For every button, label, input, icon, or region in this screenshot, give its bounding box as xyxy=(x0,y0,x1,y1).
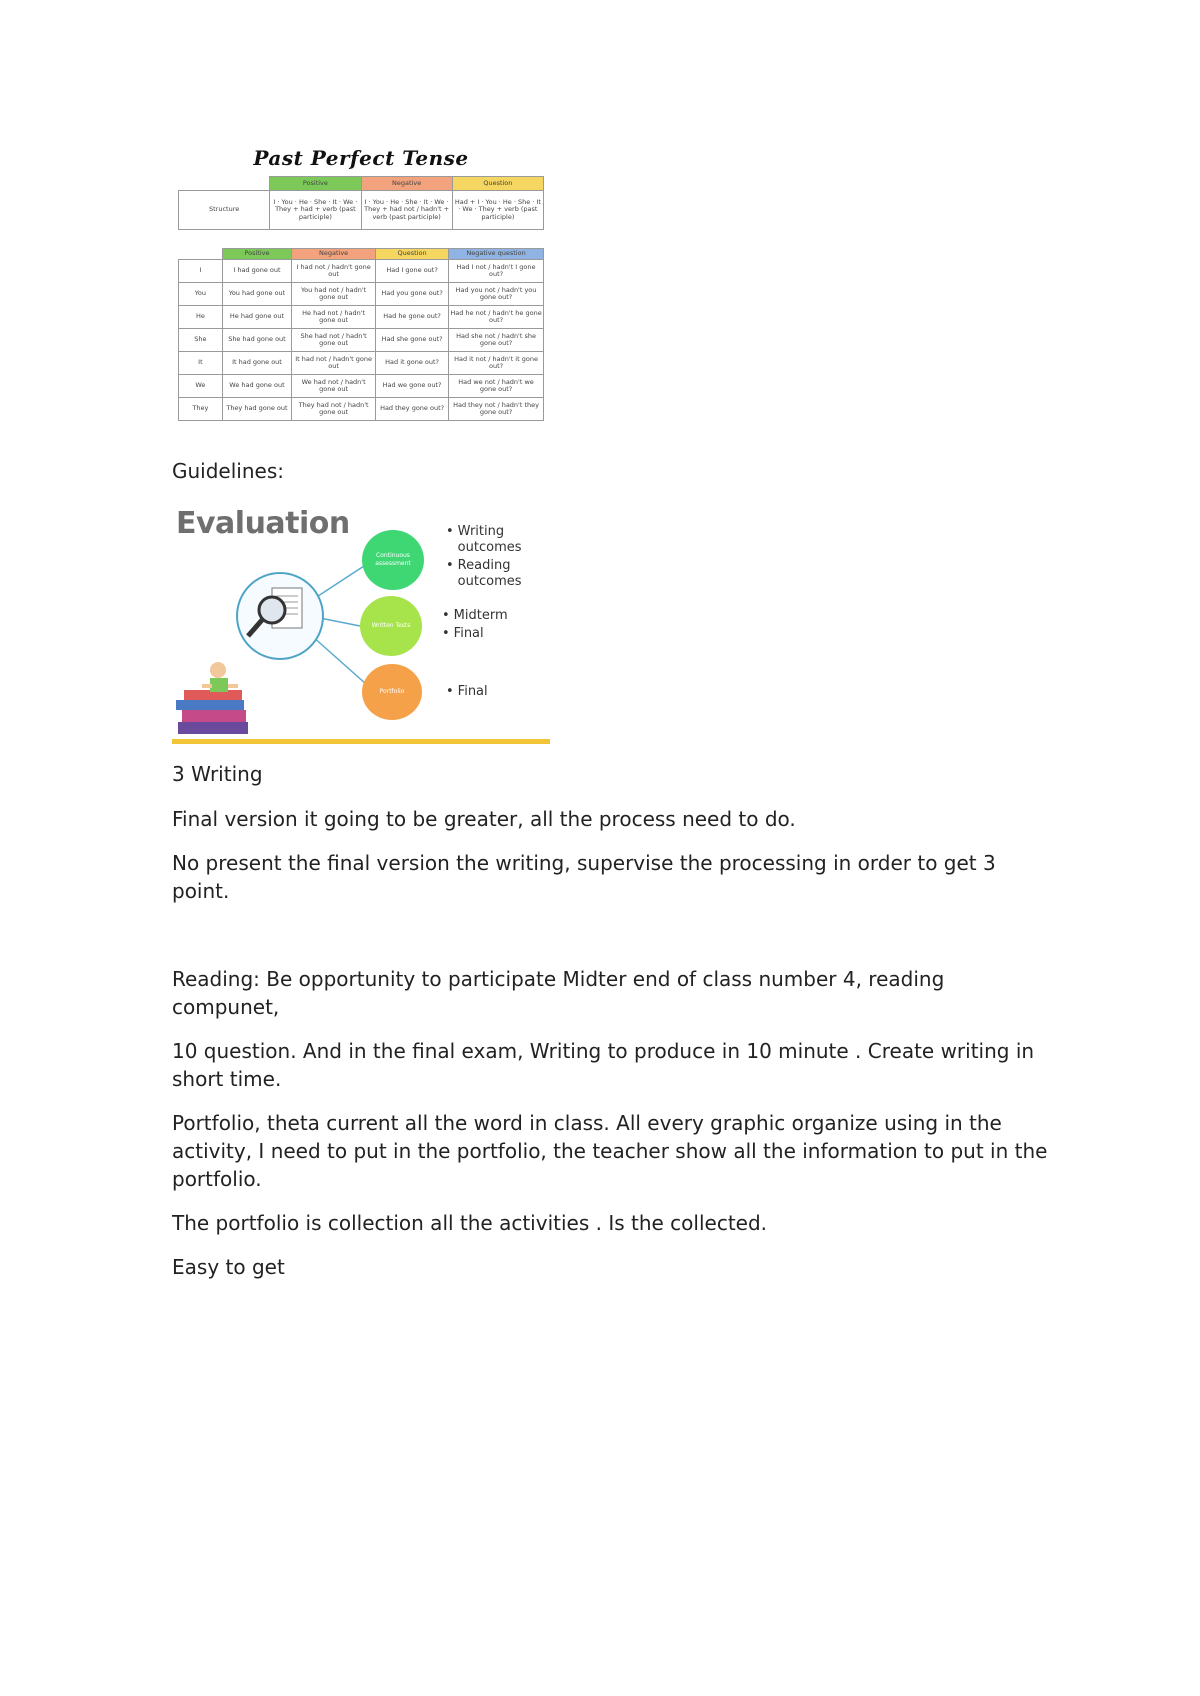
pronoun-cell: You xyxy=(179,283,223,306)
table-row xyxy=(179,329,544,352)
continuous-assessment-circle: Continuous assessment xyxy=(362,530,424,590)
header-question: Question xyxy=(452,177,543,191)
structure-label: Structure xyxy=(179,191,270,230)
written-tests-circle: Written Tests xyxy=(360,596,422,656)
negative-question-cell: Had you not / hadn't you gone out? xyxy=(449,283,544,306)
question-cell: Had they gone out? xyxy=(376,398,449,421)
conjugation-table xyxy=(178,248,544,421)
table-row xyxy=(179,283,544,306)
table-row xyxy=(179,352,544,375)
bullet-item: • Final xyxy=(442,626,484,641)
bullet-item: • Final xyxy=(446,684,488,699)
header-negative: Negative xyxy=(292,249,376,260)
question-cell: Had I gone out? xyxy=(376,260,449,283)
figure-title: Past Perfect Tense xyxy=(253,146,469,170)
structure-question: Had + I · You · He · She · It · We · They + verb (past participle) xyxy=(452,191,543,230)
paragraph: 10 question. And in the final exam, Writing to produce in 10 minute . Create writing in short time. xyxy=(172,1039,1035,1091)
negative-question-cell: Had I not / hadn't I gone out? xyxy=(449,260,544,283)
header-question: Question xyxy=(376,249,449,260)
negative-cell: You had not / hadn't gone out xyxy=(292,283,376,306)
portfolio-circle: Portfolio xyxy=(362,664,422,720)
negative-cell: She had not / hadn't gone out xyxy=(292,329,376,352)
table-row xyxy=(179,398,544,421)
paragraph: The portfolio is collection all the activities . Is the collected. xyxy=(172,1211,768,1235)
negative-cell: They had not / hadn't gone out xyxy=(292,398,376,421)
pronoun-cell: I xyxy=(179,260,223,283)
accent-bar xyxy=(172,739,550,744)
negative-cell: We had not / hadn't gone out xyxy=(292,375,376,398)
pronoun-cell: He xyxy=(179,306,223,329)
pronoun-cell: It xyxy=(179,352,223,375)
positive-cell: She had gone out xyxy=(222,329,291,352)
connector-line xyxy=(320,618,360,626)
structure-positive: I · You · He · She · It · We · They + had + verb (past participle) xyxy=(270,191,361,230)
guidelines-label: Guidelines: xyxy=(172,459,284,483)
negative-question-cell: Had it not / hadn't it gone out? xyxy=(449,352,544,375)
question-cell: Had he gone out? xyxy=(376,306,449,329)
pronoun-cell: She xyxy=(179,329,223,352)
evaluation-figure xyxy=(172,500,550,744)
negative-question-cell: Had she not / hadn't she gone out? xyxy=(449,329,544,352)
negative-cell: It had not / hadn't gone out xyxy=(292,352,376,375)
positive-cell: He had gone out xyxy=(222,306,291,329)
bullet-item: • Reading outcomes xyxy=(446,558,522,589)
structure-negative: I · You · He · She · It · We · They + had not / hadn't + verb (past participle) xyxy=(361,191,452,230)
question-cell: Had we gone out? xyxy=(376,375,449,398)
bullet-item: • Midterm xyxy=(442,608,508,623)
negative-cell: I had not / hadn't gone out xyxy=(292,260,376,283)
table-row xyxy=(179,375,544,398)
positive-cell: You had gone out xyxy=(222,283,291,306)
pronoun-cell: They xyxy=(179,398,223,421)
bullet-item: • Writing outcomes xyxy=(446,524,522,555)
pronoun-cell: We xyxy=(179,375,223,398)
paragraph: Easy to get xyxy=(172,1255,285,1279)
header-negative-question: Negative question xyxy=(449,249,544,260)
paragraph: No present the final version the writing, supervise the processing in order to get 3 point. xyxy=(172,851,996,903)
past-perfect-tense-figure xyxy=(178,140,544,432)
header-positive: Positive xyxy=(222,249,291,260)
table-row xyxy=(179,306,544,329)
negative-question-cell: Had they not / hadn't they gone out? xyxy=(449,398,544,421)
negative-cell: He had not / hadn't gone out xyxy=(292,306,376,329)
header-negative: Negative xyxy=(361,177,452,191)
negative-question-cell: Had he not / hadn't he gone out? xyxy=(449,306,544,329)
question-cell: Had it gone out? xyxy=(376,352,449,375)
positive-cell: It had gone out xyxy=(222,352,291,375)
paragraph: Reading: Be opportunity to participate Midter end of class number 4, reading compunet, xyxy=(172,967,945,1019)
paragraph: Portfolio, theta current all the word in class. All every graphic organize using in the activity, I need to put in the portfolio, the teacher show all the information to put in the portfolio. xyxy=(172,1111,1048,1191)
question-cell: Had you gone out? xyxy=(376,283,449,306)
positive-cell: We had gone out xyxy=(222,375,291,398)
table-row xyxy=(179,260,544,283)
student-on-books-icon xyxy=(172,660,264,742)
magnifier-icon xyxy=(236,572,324,660)
positive-cell: They had gone out xyxy=(222,398,291,421)
negative-question-cell: Had we not / hadn't we gone out? xyxy=(449,375,544,398)
section-heading: 3 Writing xyxy=(172,762,263,786)
positive-cell: I had gone out xyxy=(222,260,291,283)
structure-table xyxy=(178,176,544,230)
question-cell: Had she gone out? xyxy=(376,329,449,352)
header-positive: Positive xyxy=(270,177,361,191)
evaluation-title: Evaluation xyxy=(176,506,350,541)
paragraph: Final version it going to be greater, all the process need to do. xyxy=(172,807,796,831)
